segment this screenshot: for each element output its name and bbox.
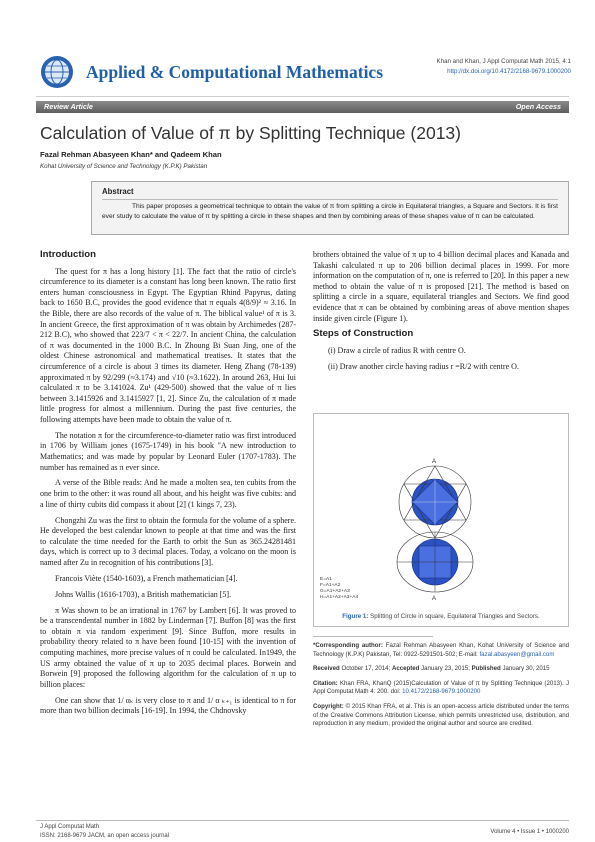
accepted-date: January 23, 2015;	[421, 665, 470, 673]
dates	[313, 665, 569, 674]
received-label: Received	[313, 665, 340, 673]
footer-left	[40, 823, 169, 840]
abstract-box	[91, 181, 569, 235]
caption-text: Splitting of Circle in square, Equilateral Triangles and Sectors.	[370, 613, 540, 620]
open-access-label: Open Access	[515, 102, 561, 111]
article-type-band	[36, 101, 569, 113]
notes-separator	[313, 636, 433, 637]
copyright	[313, 703, 569, 729]
paragraph: Francois Viète (1540-1603), a French mathematician [4].	[55, 573, 238, 583]
paragraph: The quest for π has a long history [1]. The fact that the ratio of circle's circumference to its diameter is a constant has long been known. The ratio first enters human consciousness in Egypt. The Egyptian Rhind Papyrus, dating back to 1650 B.C, provides the good evidence that π equals 4(8/9)² ≈ 3.16. In the Bible, there are also records of the value of π. The biblical value¹ of π is 3. In ancient Greece, the first approximation of π was obtain by Archimedes (287-212 B.C), who showed that 223/7 < π < 22/7. In ancient China, the calculation of π was documented in the 1000 B.C. In Zhoung Bi Suan Jing, one of the oldest Chinese astronomical and mathematical treatises. It states that the circumference of a circle is about 3 times its diameter. Heng Zhang (78-139) approximated π by 92/299 (≈3.174) and √10 (≈3.1622). In around 263, Hui Iui calculated π to be 3.141024. Zu¹ (429-500) showed that the value of π lies between 3.1415926 and 3.1415927 [1, 2]. Since Zu, the calculation of π made little progress for almost a millennium. During the past five centuries, the following attempts have been made to obtain the value of π.	[40, 266, 296, 424]
footer-volume: Volume 4 • Issue 1 • 1000200	[490, 829, 569, 835]
published-label: Published	[471, 665, 501, 673]
affiliation: Kohat University of Science and Technology (K.P.K) Pakistan	[40, 163, 208, 170]
abstract-text: This paper proposes a geometrical technique to obtain the value of π from splitting a circle in Equilateral triangles, a Square and Sectors. It is first ever study to calculate the value of π by splitting a circle in these shapes and then by combining areas of these shapes value of π can be calculated.	[102, 203, 558, 220]
abstract-rule	[102, 199, 558, 200]
citation-doi-link[interactable]: 10.4172/2168-9679.1000200	[402, 688, 481, 696]
right-column	[313, 250, 569, 410]
corresponding-label: *Corresponding author:	[313, 642, 383, 649]
paragraph: Chongzhi Zu was the first to obtain the formula for the volume of a sphere. He developed the best calendar known to people at that time and was the first to calculate the time needed for the Earth to orbit the Sun as 365.24281481 days, which is correct up to 3 decimal places. Today, a volcano on the moon is named after Zu in recognition of his contributions [3].	[40, 515, 296, 567]
lower-construction	[397, 532, 473, 592]
paragraph: Johns Wallis (1616-1703), a British mathematician [5].	[55, 589, 232, 599]
article-title: Calculation of Value of π by Splitting Technique (2013)	[40, 123, 461, 143]
globe-icon	[40, 55, 74, 89]
authors: Fazal Rehman Abasyeen Khan* and Qadeem Khan	[40, 150, 222, 159]
construction-diagram	[314, 414, 568, 604]
paragraph: π Was shown to be an irrational in 1767 by Lambert [6]. It was proved to be a transcendental number in 1882 by Linderman [7]. Buffon [8] was the first to obtain π via random experiment [9]. Since Buffon, more results in probability theory related to π have been found [10-15] with the invention of computing machines, more precise values of π could be calculated. In1949, the US army obtained the value of π up to 2035 decimal places. Borwein and Borwein [9] proposed the following algorithm for the calculation of π up to billion places:	[40, 605, 296, 689]
doi-link[interactable]: http://dx.doi.org/10.4172/2168-9679.1000200	[447, 68, 571, 75]
steps-heading: Steps of Construction	[313, 328, 414, 340]
caption-label: Figure 1:	[342, 613, 369, 620]
label-a-bottom: A	[432, 596, 437, 602]
abstract-heading: Abstract	[102, 187, 134, 196]
received-date: October 17, 2014;	[341, 665, 391, 673]
accepted-label: Accepted	[391, 665, 420, 673]
citation-label: Citation:	[313, 679, 338, 687]
journal-name: Applied & Computational Mathematics	[86, 62, 384, 82]
copyright-label: Copyright:	[313, 702, 344, 710]
figure-legend	[320, 576, 358, 600]
legend-entry: E=A1	[320, 577, 332, 582]
header-citation	[437, 57, 572, 77]
copyright-text: © 2015 Khan FRA, et al. This is an open-access article distributed under the terms of the Creative Commons Attribution License, which permits unrestricted use, distribution, and reproduction in any medium, provided the original author and source are credited.	[313, 702, 569, 728]
citation-text: Khan FRA, KhanQ (2015)Calculation of Value of π by Splitting Technique (2013). J Appl Computat Math 4: 200. doi:	[313, 679, 569, 696]
footer-issn: ISSN: 2168-9679 JACM, an open access journal	[40, 832, 170, 839]
article-type: Review Article	[44, 102, 93, 111]
header-rule	[36, 96, 569, 97]
corresponding-text: Fazal Rehman Abasyeen Khan, Kohat University of Science and Technology (K.P.K) Pakistan, Tel: 0922-5291501-502; E-mail:	[313, 642, 569, 658]
figure-caption	[316, 613, 566, 620]
paragraph: A verse of the Bible reads: And he made a molten sea, ten cubits from the one brim to the other: it was round all about, and his height was five cubits: and a line of thirty cubits did compass it about [2] (1 kings 7, 23).	[40, 478, 296, 509]
published-date: January 30, 2015	[502, 665, 550, 673]
step-2: (ii) Draw another circle having radius r =R/2 with centre O.	[328, 361, 519, 371]
upper-construction	[399, 466, 471, 538]
paragraph: brothers obtained the value of π up to 4 billion decimal places and Kanada and Takashi calculated π up to 206 billion decimal places in 1999. For more information on the computation of π, one is referred to [20]. In this paper a new method to obtain the value of π is proposed [21]. The method is based on splitting a circle in a square, equilateral triangles and Sectors. We find good evidence that π can be obtained by combining areas of above mention shapes inside given circle (Figure 1).	[313, 250, 569, 323]
email-link[interactable]: fazal.abasyeen@gmail.com	[479, 650, 555, 658]
introduction-heading: Introduction	[40, 250, 96, 260]
citation	[313, 680, 569, 697]
citation-line: Khan and Khan, J Appl Computat Math 2015, 4:1	[436, 58, 571, 65]
left-column	[40, 250, 296, 818]
paragraph: The notation π for the circumference-to-diameter ratio was first introduced in 1706 by William jones (1675-1749) in his book "A new introduction to Mathematics; and was made by popular by Leonard Euler (1707-1783). The number has remained as π ever since.	[40, 430, 296, 472]
footer-journal: J Appl Computat Math	[40, 824, 100, 830]
legend-entry: G=A1+A2+A3	[320, 589, 350, 594]
journal-logo	[40, 55, 74, 89]
legend-entry: F=A1+A2	[320, 583, 341, 588]
article-notes	[313, 636, 569, 735]
label-a-top: A	[432, 459, 437, 465]
step-1: (i) Draw a circle of radius R with centre O.	[328, 346, 466, 356]
corresponding-author	[313, 642, 569, 659]
paragraph: One can show that 1/ αₖ is very close to π and 1/ α ₖ₊₁ is identical to π for more than two billion decimals [16-19]. In 1994, the Chdnovsky	[40, 695, 296, 716]
footer-rule	[36, 820, 569, 821]
legend-entry: H=A1+A2+A3+A4	[320, 595, 359, 600]
figure-1	[313, 413, 569, 627]
